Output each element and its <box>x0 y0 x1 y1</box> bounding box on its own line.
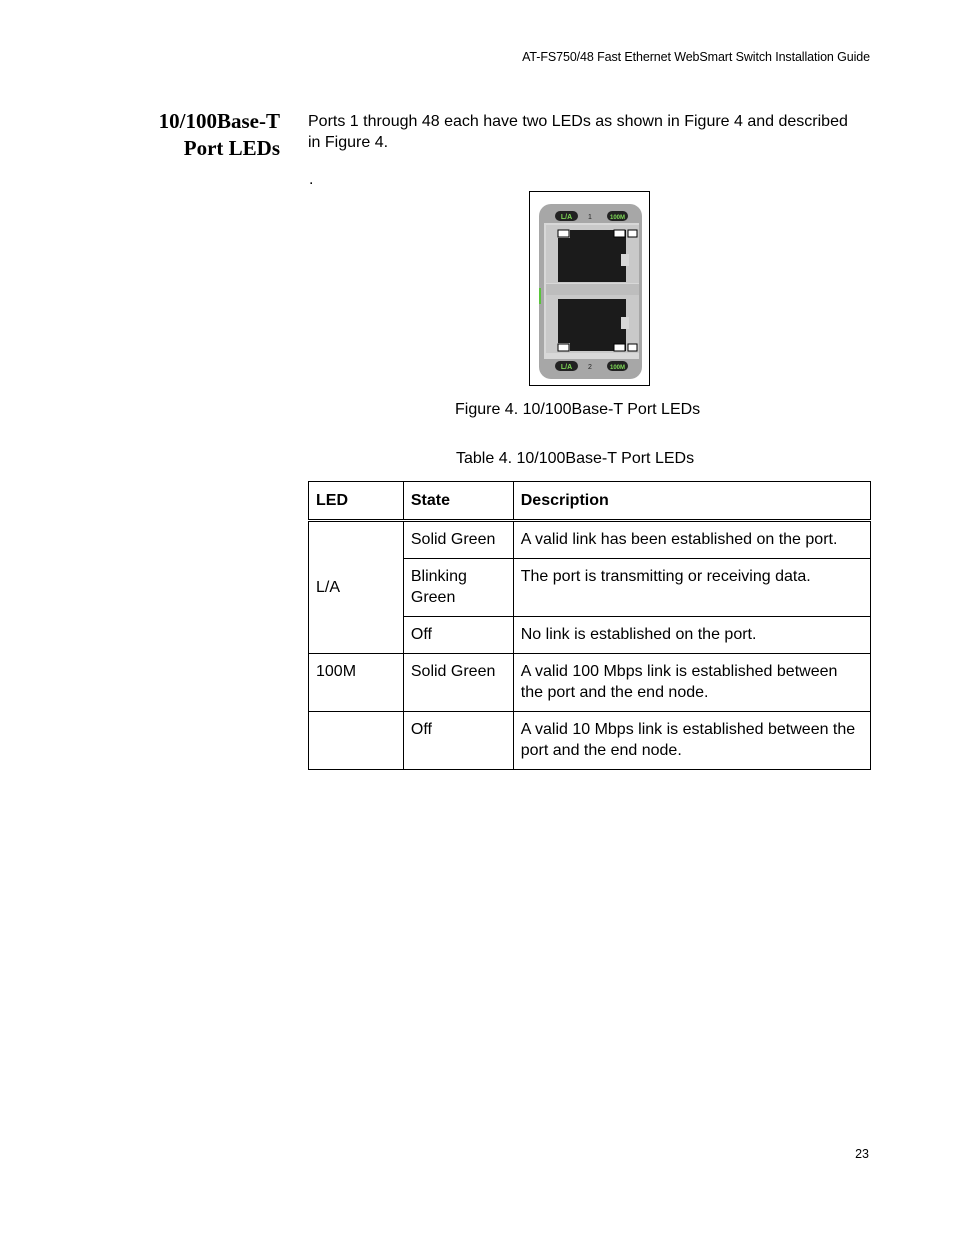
led-100m-top-window-b <box>628 230 637 237</box>
state-cell: Blinking Green <box>403 559 513 617</box>
port-led-figure <box>529 191 650 386</box>
header-led: LED <box>309 482 404 521</box>
port-1-number: 1 <box>588 214 592 221</box>
port-led-illustration <box>530 192 649 385</box>
intro-paragraph: Ports 1 through 48 each have two LEDs as shown in Figure 4 and described in Figure 4. <box>308 113 848 151</box>
port-2-number: 2 <box>588 364 592 371</box>
table-caption: Table 4. 10/100Base-T Port LEDs <box>456 450 695 467</box>
state-cell: Off <box>403 712 513 770</box>
header-state: State <box>403 482 513 521</box>
port-divider <box>546 284 639 295</box>
port-1-latch <box>621 254 629 266</box>
led-la-top-window <box>558 230 569 237</box>
table-header-row <box>309 482 871 521</box>
led-la-bottom-window <box>558 344 569 351</box>
page-number: 23 <box>855 1147 869 1161</box>
description-cell: A valid 10 Mbps link is established between the port and the end node. <box>513 712 870 770</box>
led-100m-top-window-a <box>614 230 625 237</box>
led-cell: L/A <box>309 521 404 654</box>
table-row <box>309 654 871 712</box>
speed-bottom-label: 100M <box>609 365 626 371</box>
running-header: AT-FS750/48 Fast Ethernet WebSmart Switch Installation Guide <box>522 50 870 64</box>
description-cell: No link is established on the port. <box>513 617 870 654</box>
table-row <box>309 712 871 770</box>
table-row <box>309 521 871 559</box>
la-top-label: L/A <box>560 214 573 221</box>
stray-period: . <box>309 171 314 188</box>
led-100m-bottom-window-a <box>614 344 625 351</box>
led-cell <box>309 712 404 770</box>
header-description: Description <box>513 482 870 521</box>
speed-top-label: 100M <box>609 215 626 221</box>
section-heading-line-1: 10/100Base-T <box>158 109 280 133</box>
description-cell: A valid 100 Mbps link is established between the port and the end node. <box>513 654 870 712</box>
led-cell: 100M <box>309 654 404 712</box>
description-cell: A valid link has been established on the port. <box>513 521 870 559</box>
led-table <box>308 481 871 770</box>
led-100m-bottom-window-b <box>628 344 637 351</box>
section-heading-line-2: Port LEDs <box>183 136 280 160</box>
port-2-latch <box>621 317 629 329</box>
state-cell: Solid Green <box>403 521 513 559</box>
section-heading <box>120 108 280 162</box>
figure-caption: Figure 4. 10/100Base-T Port LEDs <box>455 401 701 418</box>
la-bottom-label: L/A <box>560 364 573 371</box>
state-cell: Off <box>403 617 513 654</box>
state-cell: Solid Green <box>403 654 513 712</box>
description-cell: The port is transmitting or receiving data. <box>513 559 870 617</box>
